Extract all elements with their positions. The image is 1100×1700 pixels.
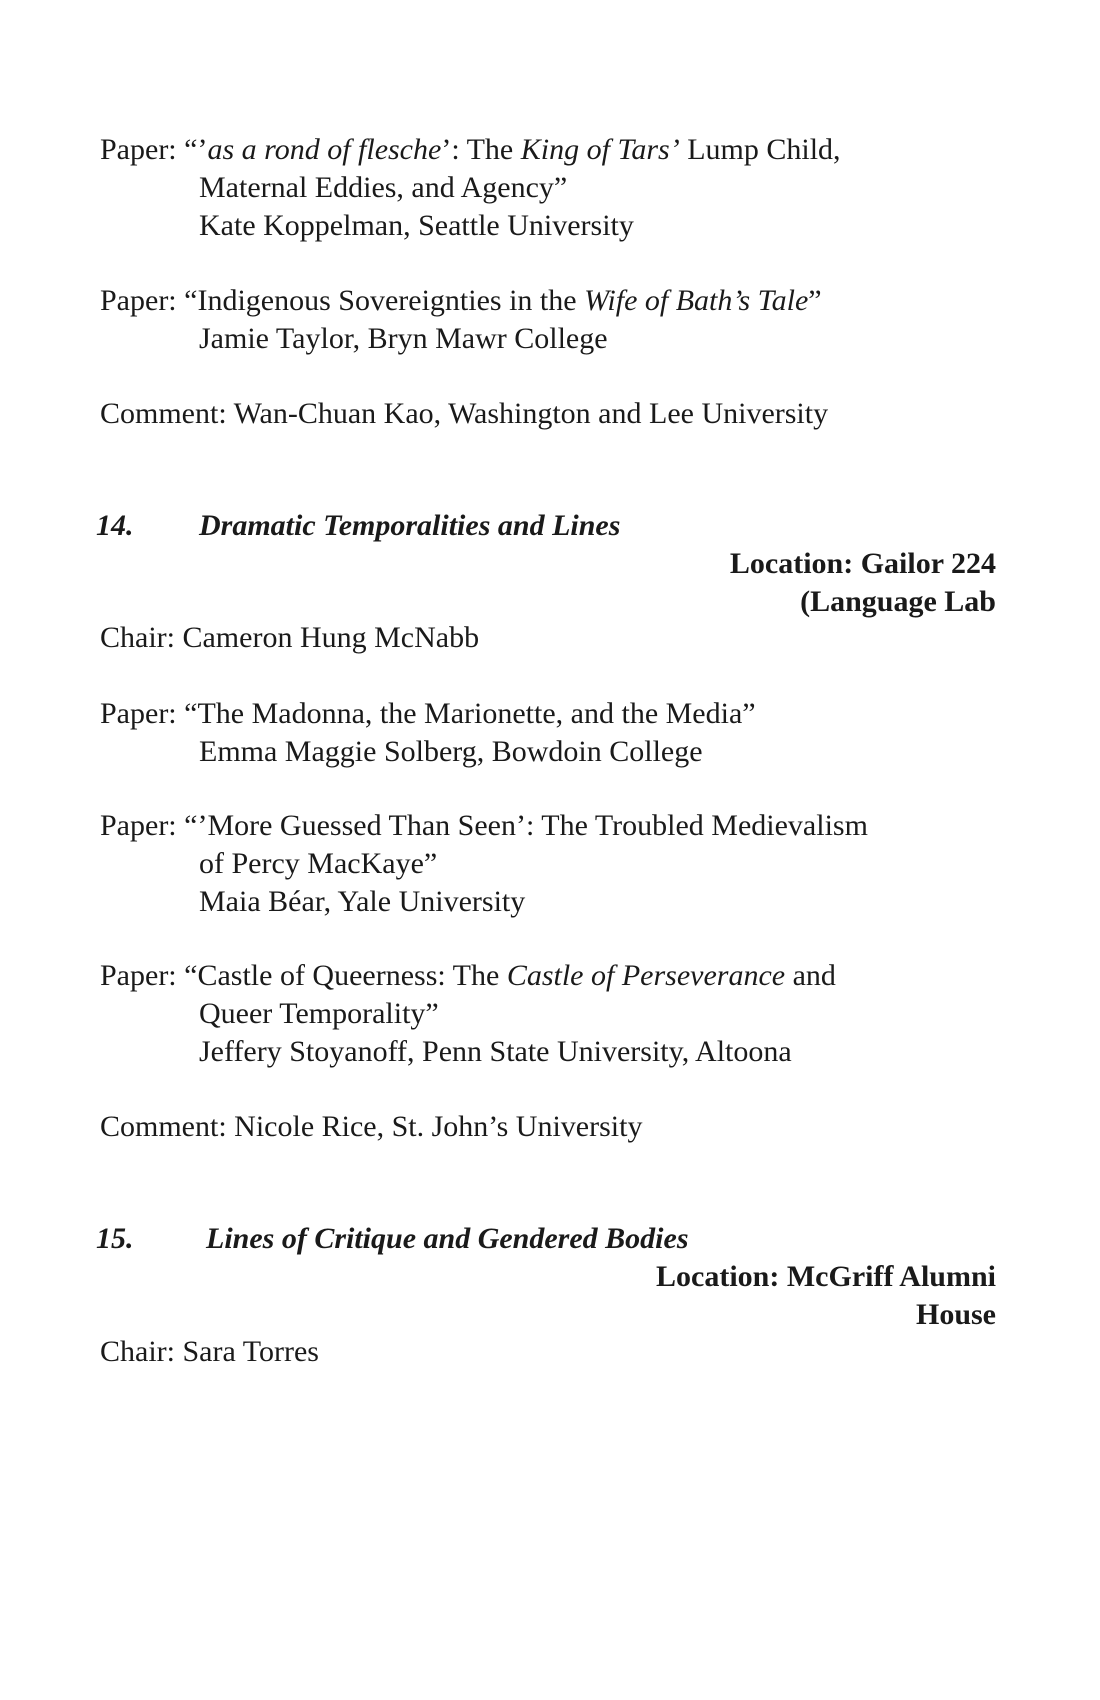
paper-title-pre: “Castle of Queerness: The: [184, 959, 507, 992]
paper-entry-koppelman: [100, 130, 841, 170]
paper-author: Emma Maggie Solberg, Bowdoin College: [199, 735, 703, 768]
paper-title-post: ”: [808, 284, 822, 317]
comment-line: Comment: Nicole Rice, St. John’s University: [100, 1110, 643, 1143]
session-title: Lines of Critique and Gendered Bodies: [206, 1222, 689, 1255]
paper-title-italic: Wife of Bath’s Tale: [584, 284, 809, 317]
session-chair: Chair: Sara Torres: [100, 1335, 319, 1368]
paper-author: Jeffery Stoyanoff, Penn State University, Altoona: [199, 1035, 792, 1068]
session-number: 15.: [96, 1222, 134, 1255]
paper-title-italic: Castle of Perseverance: [506, 959, 786, 992]
paper-author: Maia Béar, Yale University: [199, 885, 526, 918]
paper-entry-stoyanoff: [100, 956, 836, 996]
session-title: Dramatic Temporalities and Lines: [199, 509, 621, 542]
session-location: Location: McGriff Alumni: [656, 1260, 996, 1293]
paper-title-open: “’: [184, 133, 208, 166]
paper-title-post: and: [785, 959, 836, 992]
paper-title-italic: King of Tars’: [520, 133, 680, 166]
paper-title-line2: Queer Temporality”: [199, 997, 439, 1030]
paper-entry-taylor: [100, 281, 822, 321]
session-number: 14.: [96, 509, 134, 542]
paper-title-mid: ’: The: [441, 133, 521, 166]
session-location-room: (Language Lab: [800, 585, 996, 618]
comment-line: Comment: Wan-Chuan Kao, Washington and Lee University: [100, 397, 829, 430]
paper-title: “’More Guessed Than Seen’: The Troubled Medievalism: [184, 809, 868, 842]
paper-label: Paper:: [100, 133, 177, 166]
session-location: Location: Gailor 224: [729, 547, 996, 580]
paper-label: Paper:: [100, 697, 177, 730]
paper-title-italic: as a rond of flesche: [207, 133, 442, 166]
paper-entry-solberg: [100, 694, 756, 734]
paper-label: Paper:: [100, 284, 177, 317]
paper-title-pre: “Indigenous Sovereignties in the: [184, 284, 585, 317]
paper-entry-bear: [100, 806, 868, 846]
paper-title-line2: Maternal Eddies, and Agency”: [199, 171, 568, 204]
session-location-room: House: [915, 1298, 996, 1331]
paper-title: “The Madonna, the Marionette, and the Media”: [184, 697, 756, 730]
paper-author: Jamie Taylor, Bryn Mawr College: [199, 322, 608, 355]
paper-label: Paper:: [100, 959, 177, 992]
paper-title-end: Lump Child,: [679, 133, 841, 166]
paper-author: Kate Koppelman, Seattle University: [199, 209, 634, 242]
paper-label: Paper:: [100, 809, 177, 842]
paper-title-line2: of Percy MacKaye”: [199, 847, 438, 880]
session-chair: Chair: Cameron Hung McNabb: [100, 621, 480, 654]
